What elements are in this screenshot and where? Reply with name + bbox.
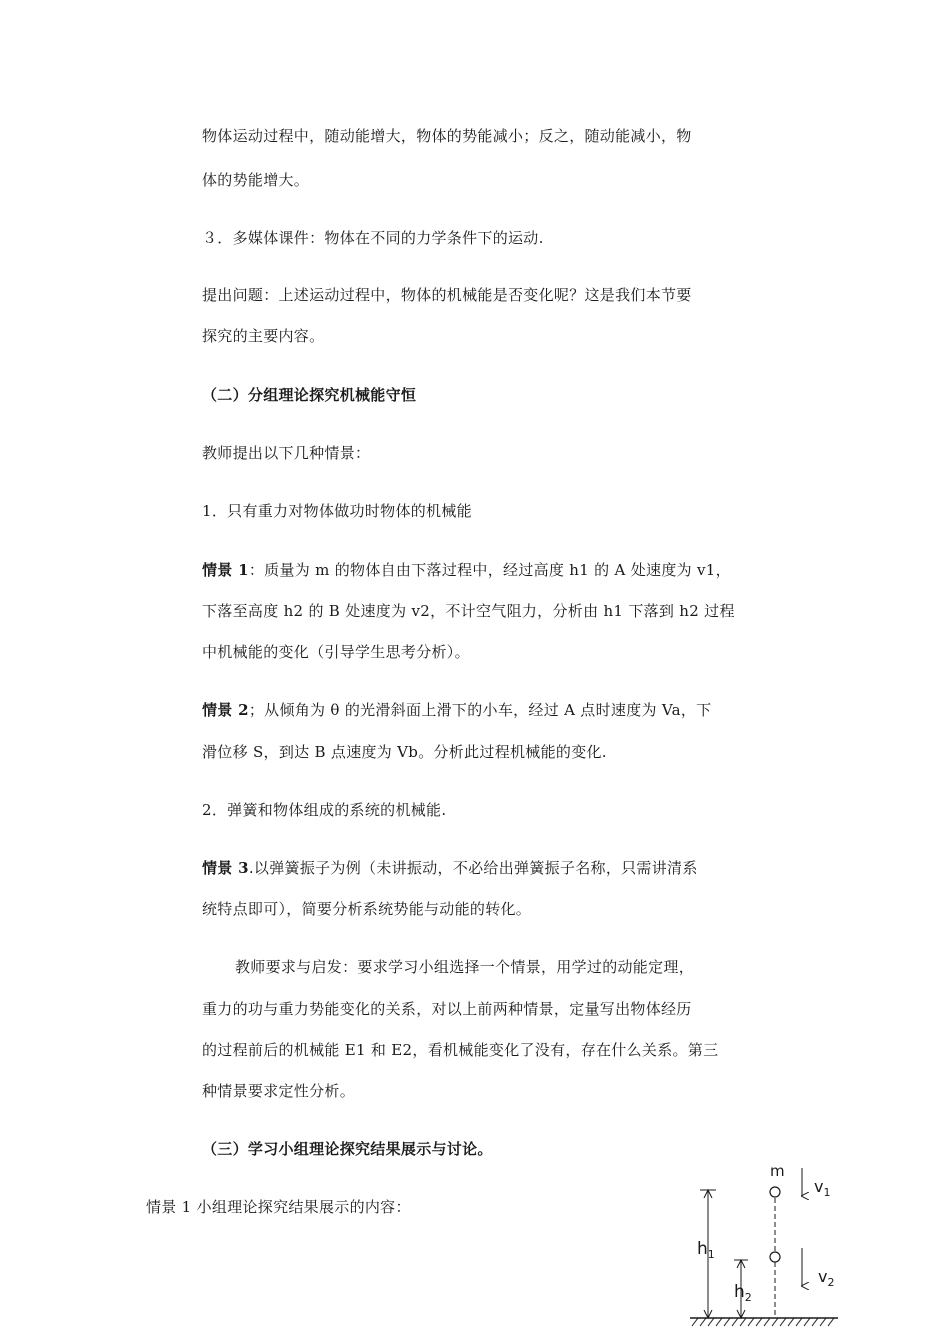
h1-label: $h_1$ [697, 1239, 715, 1261]
paragraph-line: 物体运动过程中，随动能增大，物体的势能减小；反之，随动能减小，物 [202, 127, 692, 145]
paragraph-line: 提出问题：上述运动过程中，物体的机械能是否变化呢？这是我们本节要 [202, 286, 692, 304]
paragraph-line: 教师要求与启发：要求学习小组选择一个情景，用学过的动能定理， [235, 958, 695, 976]
scenario-label: 情景 2 [202, 701, 249, 719]
section-heading: （二）分组理论探究机械能守恒 [202, 386, 417, 404]
paragraph-line: 统特点即可），简要分析系统势能与动能的转化。 [202, 900, 532, 918]
v2-label: $v_2$ [818, 1267, 835, 1289]
ball-position-a [770, 1187, 780, 1197]
section-heading: （三）学习小组理论探究结果展示与讨论。 [202, 1140, 493, 1158]
paragraph-line: 滑位移 S，到达 B 点速度为 Vb。分析此过程机械能的变化. [202, 743, 607, 761]
paragraph-line: 的过程前后的机械能 E1 和 E2，看机械能变化了没有，存在什么关系。第三 [202, 1041, 719, 1059]
mass-label: m [770, 1162, 785, 1180]
v1-label: $v_1$ [814, 1177, 831, 1199]
ball-position-b [770, 1252, 780, 1262]
paragraph-line: 中机械能的变化（引导学生思考分析）。 [202, 643, 470, 661]
scenario-text: ：质量为 m 的物体自由下落过程中，经过高度 h1 的 A 处速度为 v1， [248, 561, 731, 579]
paragraph-line: 探究的主要内容。 [202, 327, 325, 345]
paragraph-line: 种情景要求定性分析。 [202, 1082, 356, 1100]
free-fall-diagram [680, 1150, 850, 1344]
scenario-text: .以弹簧振子为例（未讲振动，不必给出弹簧振子名称，只需讲清系 [248, 859, 698, 877]
ground-hatch [692, 1318, 834, 1326]
paragraph-line: 1．只有重力对物体做功时物体的机械能 [202, 502, 472, 520]
scenario-2-line [202, 700, 711, 720]
scenario-3-line [202, 858, 698, 878]
paragraph-line: ３．多媒体课件：物体在不同的力学条件下的运动. [202, 229, 544, 247]
scenario-1-line [202, 560, 731, 580]
paragraph-line: 情景 1 小组理论探究结果展示的内容： [146, 1198, 411, 1216]
paragraph-line: 重力的功与重力势能变化的关系，对以上前两种情景，定量写出物体经历 [202, 1000, 692, 1018]
paragraph-line: 2．弹簧和物体组成的系统的机械能. [202, 801, 447, 819]
scenario-text: ；从倾角为 θ 的光滑斜面上滑下的小车，经过 A 点时速度为 Va，下 [248, 701, 712, 719]
scenario-label: 情景 1 [202, 561, 249, 579]
h2-label: $h_2$ [734, 1282, 752, 1304]
paragraph-line: 教师提出以下几种情景： [202, 444, 371, 462]
scenario-label: 情景 3 [202, 859, 249, 877]
paragraph-line: 下落至高度 h2 的 B 处速度为 v2，不计空气阻力，分析由 h1 下落到 h2 过程 [202, 602, 735, 620]
paragraph-line: 体的势能增大。 [202, 171, 310, 189]
